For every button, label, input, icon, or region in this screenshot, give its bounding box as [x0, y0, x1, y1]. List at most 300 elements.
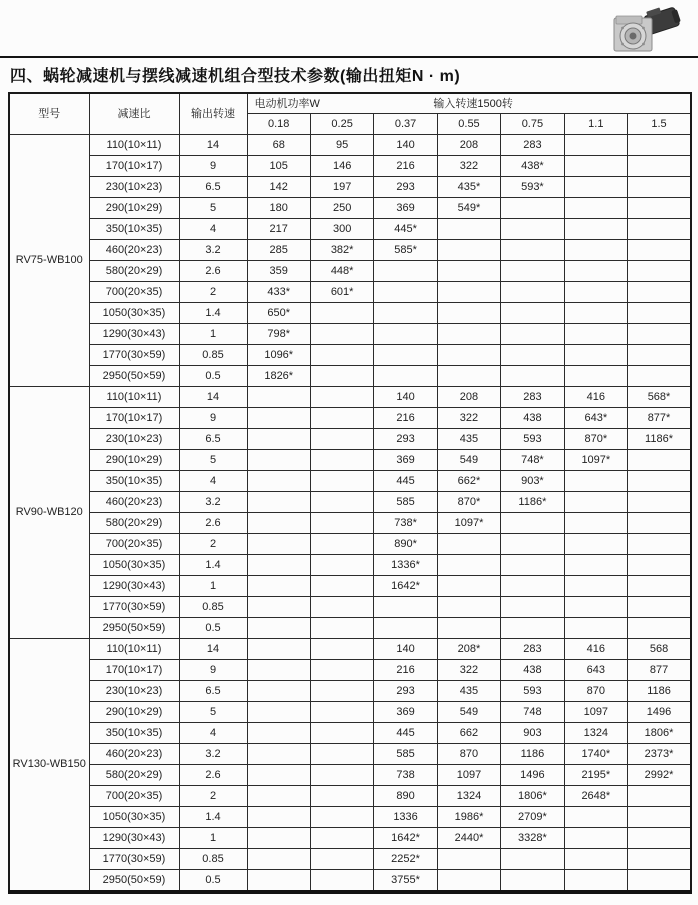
speed-cell: 5	[179, 701, 247, 722]
torque-value-cell: 2992*	[628, 764, 691, 785]
torque-value-cell	[564, 260, 627, 281]
ratio-cell: 460(20×23)	[89, 239, 179, 260]
table-row	[9, 323, 691, 344]
torque-value-cell: 1186*	[501, 491, 564, 512]
torque-value-cell	[247, 428, 310, 449]
table-row	[9, 491, 691, 512]
table-row	[9, 344, 691, 365]
torque-value-cell	[501, 848, 564, 869]
torque-value-cell: 3755*	[374, 869, 437, 892]
torque-value-cell: 105	[247, 155, 310, 176]
speed-cell: 0.5	[179, 365, 247, 386]
torque-value-cell	[501, 302, 564, 323]
ratio-cell: 460(20×23)	[89, 491, 179, 512]
speed-cell: 2.6	[179, 512, 247, 533]
ratio-cell: 170(10×17)	[89, 407, 179, 428]
power-col-header: 0.37	[374, 113, 437, 134]
parameters-table	[8, 92, 692, 894]
torque-value-cell: 435	[437, 680, 500, 701]
torque-value-cell	[310, 701, 373, 722]
power-col-header: 0.18	[247, 113, 310, 134]
torque-value-cell	[628, 302, 691, 323]
torque-value-cell: 2709*	[501, 806, 564, 827]
torque-value-cell	[247, 743, 310, 764]
torque-value-cell	[501, 239, 564, 260]
torque-value-cell	[310, 533, 373, 554]
table-row	[9, 155, 691, 176]
torque-value-cell	[628, 785, 691, 806]
ratio-cell: 350(10×35)	[89, 218, 179, 239]
torque-value-cell: 585	[374, 743, 437, 764]
speed-cell: 6.5	[179, 680, 247, 701]
torque-value-cell: 433*	[247, 281, 310, 302]
ratio-cell: 1050(30×35)	[89, 806, 179, 827]
torque-value-cell	[564, 323, 627, 344]
output-speed-header: 输出转速	[179, 93, 247, 134]
torque-value-cell	[628, 323, 691, 344]
torque-value-cell: 95	[310, 134, 373, 155]
header-row-1	[9, 93, 691, 113]
torque-value-cell: 1336	[374, 806, 437, 827]
torque-value-cell: 438	[501, 407, 564, 428]
torque-value-cell: 416	[564, 386, 627, 407]
torque-value-cell: 1336*	[374, 554, 437, 575]
torque-value-cell	[310, 449, 373, 470]
power-speed-header	[247, 93, 691, 113]
torque-value-cell: 2440*	[437, 827, 500, 848]
speed-cell: 0.5	[179, 617, 247, 638]
table-row	[9, 596, 691, 617]
table-row	[9, 827, 691, 848]
torque-value-cell	[628, 575, 691, 596]
torque-value-cell	[310, 827, 373, 848]
torque-value-cell	[247, 491, 310, 512]
torque-value-cell	[628, 554, 691, 575]
torque-value-cell: 1186	[501, 743, 564, 764]
torque-value-cell	[310, 491, 373, 512]
torque-value-cell: 146	[310, 155, 373, 176]
torque-value-cell	[247, 407, 310, 428]
speed-cell: 4	[179, 722, 247, 743]
torque-value-cell	[628, 806, 691, 827]
torque-value-cell	[310, 722, 373, 743]
torque-value-cell	[437, 302, 500, 323]
torque-value-cell	[247, 512, 310, 533]
torque-value-cell: 250	[310, 197, 373, 218]
speed-cell: 4	[179, 470, 247, 491]
torque-value-cell	[501, 869, 564, 892]
torque-value-cell: 369	[374, 197, 437, 218]
table-row	[9, 806, 691, 827]
torque-value-cell	[437, 344, 500, 365]
torque-value-cell	[628, 197, 691, 218]
torque-value-cell	[501, 617, 564, 638]
torque-value-cell	[564, 848, 627, 869]
torque-value-cell: 1826*	[247, 365, 310, 386]
speed-cell: 6.5	[179, 176, 247, 197]
torque-value-cell: 585	[374, 491, 437, 512]
power-col-header: 0.55	[437, 113, 500, 134]
torque-value-cell	[437, 218, 500, 239]
torque-value-cell: 568*	[628, 386, 691, 407]
torque-value-cell: 870	[437, 743, 500, 764]
torque-value-cell: 593	[501, 680, 564, 701]
torque-value-cell	[628, 155, 691, 176]
torque-value-cell	[437, 260, 500, 281]
torque-value-cell	[501, 512, 564, 533]
torque-value-cell: 68	[247, 134, 310, 155]
torque-value-cell	[310, 554, 373, 575]
ratio-cell: 230(10×23)	[89, 428, 179, 449]
speed-cell: 2.6	[179, 764, 247, 785]
speed-cell: 14	[179, 638, 247, 659]
torque-value-cell	[247, 386, 310, 407]
torque-value-cell	[628, 869, 691, 892]
torque-value-cell	[564, 344, 627, 365]
torque-value-cell: 748	[501, 701, 564, 722]
worm-gear-reducer-photo	[608, 2, 688, 54]
torque-value-cell: 216	[374, 407, 437, 428]
torque-value-cell: 285	[247, 239, 310, 260]
ratio-cell: 290(10×29)	[89, 197, 179, 218]
torque-value-cell: 593	[501, 428, 564, 449]
speed-cell: 5	[179, 197, 247, 218]
torque-value-cell	[310, 302, 373, 323]
torque-value-cell	[628, 470, 691, 491]
torque-value-cell: 438*	[501, 155, 564, 176]
ratio-cell: 2950(50×59)	[89, 617, 179, 638]
torque-value-cell: 448*	[310, 260, 373, 281]
torque-value-cell	[628, 218, 691, 239]
torque-value-cell	[501, 533, 564, 554]
torque-value-cell	[310, 680, 373, 701]
table-row	[9, 533, 691, 554]
table-row	[9, 701, 691, 722]
torque-value-cell: 650*	[247, 302, 310, 323]
torque-value-cell	[437, 281, 500, 302]
table-row	[9, 197, 691, 218]
torque-value-cell: 283	[501, 638, 564, 659]
torque-value-cell	[247, 848, 310, 869]
torque-value-cell	[564, 617, 627, 638]
top-divider-line	[0, 56, 698, 58]
torque-value-cell: 870*	[437, 491, 500, 512]
torque-value-cell: 890*	[374, 533, 437, 554]
torque-value-cell	[374, 365, 437, 386]
model-cell: RV130-WB150	[9, 638, 89, 892]
torque-value-cell: 445	[374, 470, 437, 491]
torque-value-cell	[628, 827, 691, 848]
torque-value-cell	[564, 827, 627, 848]
torque-value-cell	[310, 386, 373, 407]
ratio-cell: 1050(30×35)	[89, 302, 179, 323]
power-col-header: 0.75	[501, 113, 564, 134]
speed-cell: 14	[179, 386, 247, 407]
torque-value-cell	[628, 617, 691, 638]
torque-value-cell: 322	[437, 407, 500, 428]
torque-value-cell: 1740*	[564, 743, 627, 764]
torque-value-cell	[310, 365, 373, 386]
table-row	[9, 617, 691, 638]
ratio-cell: 460(20×23)	[89, 743, 179, 764]
torque-value-cell	[247, 554, 310, 575]
table-row	[9, 260, 691, 281]
torque-value-cell: 643*	[564, 407, 627, 428]
torque-value-cell	[501, 596, 564, 617]
torque-value-cell	[310, 428, 373, 449]
ratio-cell: 700(20×35)	[89, 533, 179, 554]
torque-value-cell: 283	[501, 134, 564, 155]
torque-value-cell	[437, 554, 500, 575]
ratio-cell: 1290(30×43)	[89, 575, 179, 596]
ratio-cell: 350(10×35)	[89, 722, 179, 743]
torque-value-cell	[501, 218, 564, 239]
torque-value-cell	[247, 869, 310, 892]
table-row	[9, 218, 691, 239]
torque-value-cell	[628, 512, 691, 533]
torque-value-cell	[437, 323, 500, 344]
torque-value-cell	[501, 260, 564, 281]
table-row	[9, 365, 691, 386]
ratio-cell: 1290(30×43)	[89, 323, 179, 344]
torque-value-cell: 1324	[437, 785, 500, 806]
torque-value-cell: 438	[501, 659, 564, 680]
ratio-cell: 1290(30×43)	[89, 827, 179, 848]
ratio-cell: 1770(30×59)	[89, 848, 179, 869]
torque-value-cell: 2648*	[564, 785, 627, 806]
torque-value-cell	[628, 344, 691, 365]
torque-value-cell	[310, 659, 373, 680]
torque-value-cell: 293	[374, 680, 437, 701]
torque-value-cell: 662	[437, 722, 500, 743]
power-col-header: 1.1	[564, 113, 627, 134]
ratio-cell: 2950(50×59)	[89, 869, 179, 892]
ratio-cell: 580(20×29)	[89, 260, 179, 281]
speed-cell: 0.5	[179, 869, 247, 892]
table-row	[9, 449, 691, 470]
torque-value-cell: 208	[437, 134, 500, 155]
torque-value-cell	[247, 806, 310, 827]
torque-value-cell	[247, 722, 310, 743]
torque-value-cell	[247, 785, 310, 806]
torque-value-cell: 1097*	[564, 449, 627, 470]
model-header: 型号	[9, 93, 89, 134]
torque-value-cell	[437, 239, 500, 260]
torque-value-cell: 1496	[501, 764, 564, 785]
torque-value-cell: 549	[437, 449, 500, 470]
torque-value-cell	[564, 533, 627, 554]
torque-value-cell: 140	[374, 386, 437, 407]
torque-value-cell	[247, 827, 310, 848]
torque-value-cell	[564, 239, 627, 260]
ratio-cell: 110(10×11)	[89, 134, 179, 155]
torque-value-cell	[564, 512, 627, 533]
speed-cell: 1.4	[179, 554, 247, 575]
table-row	[9, 722, 691, 743]
torque-value-cell: 140	[374, 638, 437, 659]
torque-value-cell: 870	[564, 680, 627, 701]
torque-value-cell: 1642*	[374, 827, 437, 848]
torque-value-cell	[564, 176, 627, 197]
table-row	[9, 386, 691, 407]
torque-value-cell: 1186*	[628, 428, 691, 449]
torque-value-cell	[247, 638, 310, 659]
torque-value-cell	[437, 617, 500, 638]
speed-cell: 1	[179, 323, 247, 344]
torque-value-cell	[374, 596, 437, 617]
ratio-cell: 110(10×11)	[89, 638, 179, 659]
torque-value-cell	[628, 260, 691, 281]
table-row	[9, 848, 691, 869]
input-speed-label: 输入转速1500转	[433, 98, 513, 110]
torque-value-cell	[564, 155, 627, 176]
speed-cell: 0.85	[179, 848, 247, 869]
ratio-cell: 1050(30×35)	[89, 554, 179, 575]
torque-value-cell	[501, 554, 564, 575]
torque-value-cell	[628, 596, 691, 617]
torque-value-cell: 369	[374, 449, 437, 470]
ratio-cell: 580(20×29)	[89, 764, 179, 785]
torque-value-cell	[437, 365, 500, 386]
torque-value-cell: 738*	[374, 512, 437, 533]
speed-cell: 14	[179, 134, 247, 155]
torque-value-cell	[310, 407, 373, 428]
torque-value-cell	[374, 344, 437, 365]
table-row	[9, 659, 691, 680]
torque-value-cell: 585*	[374, 239, 437, 260]
torque-value-cell: 180	[247, 197, 310, 218]
torque-value-cell: 549*	[437, 197, 500, 218]
torque-value-cell: 2195*	[564, 764, 627, 785]
torque-value-cell	[310, 512, 373, 533]
power-col-header: 1.5	[628, 113, 691, 134]
table-row	[9, 470, 691, 491]
torque-value-cell	[564, 470, 627, 491]
torque-value-cell	[310, 344, 373, 365]
table-row	[9, 638, 691, 659]
torque-value-cell	[437, 533, 500, 554]
torque-value-cell	[437, 848, 500, 869]
torque-value-cell	[564, 575, 627, 596]
torque-value-cell: 903	[501, 722, 564, 743]
torque-value-cell	[564, 365, 627, 386]
torque-value-cell	[564, 596, 627, 617]
torque-value-cell	[247, 617, 310, 638]
torque-value-cell	[564, 302, 627, 323]
table-row	[9, 869, 691, 892]
speed-cell: 6.5	[179, 428, 247, 449]
torque-value-cell	[247, 470, 310, 491]
table-row	[9, 134, 691, 155]
torque-value-cell	[247, 764, 310, 785]
torque-value-cell: 293	[374, 428, 437, 449]
torque-value-cell	[501, 197, 564, 218]
ratio-cell: 700(20×35)	[89, 281, 179, 302]
torque-value-cell: 322	[437, 659, 500, 680]
torque-value-cell: 216	[374, 155, 437, 176]
ratio-cell: 110(10×11)	[89, 386, 179, 407]
table-row	[9, 428, 691, 449]
speed-cell: 9	[179, 407, 247, 428]
torque-value-cell: 738	[374, 764, 437, 785]
speed-cell: 2	[179, 785, 247, 806]
torque-value-cell: 445*	[374, 218, 437, 239]
speed-cell: 3.2	[179, 743, 247, 764]
table-row	[9, 512, 691, 533]
table-row	[9, 554, 691, 575]
torque-value-cell	[628, 848, 691, 869]
torque-value-cell	[310, 470, 373, 491]
ratio-cell: 580(20×29)	[89, 512, 179, 533]
torque-value-cell	[247, 575, 310, 596]
speed-cell: 2	[179, 533, 247, 554]
torque-value-cell: 435	[437, 428, 500, 449]
torque-value-cell	[310, 764, 373, 785]
torque-value-cell	[564, 869, 627, 892]
torque-value-cell: 877	[628, 659, 691, 680]
table-row	[9, 575, 691, 596]
torque-value-cell	[374, 281, 437, 302]
torque-value-cell: 142	[247, 176, 310, 197]
torque-value-cell	[501, 365, 564, 386]
ratio-cell: 700(20×35)	[89, 785, 179, 806]
model-cell: RV90-WB120	[9, 386, 89, 638]
ratio-cell: 170(10×17)	[89, 659, 179, 680]
torque-value-cell: 1806*	[501, 785, 564, 806]
torque-value-cell: 877*	[628, 407, 691, 428]
torque-value-cell: 216	[374, 659, 437, 680]
ratio-header: 减速比	[89, 93, 179, 134]
torque-value-cell: 748*	[501, 449, 564, 470]
speed-cell: 9	[179, 659, 247, 680]
torque-value-cell: 3328*	[501, 827, 564, 848]
torque-value-cell	[310, 743, 373, 764]
torque-value-cell: 1324	[564, 722, 627, 743]
page-title: 四、蜗轮减速机与摆线减速机组合型技术参数(输出扭矩N · m)	[10, 68, 461, 85]
torque-value-cell: 1097	[564, 701, 627, 722]
speed-cell: 1	[179, 575, 247, 596]
table-row	[9, 407, 691, 428]
torque-value-cell	[310, 617, 373, 638]
torque-value-cell: 903*	[501, 470, 564, 491]
torque-value-cell	[310, 869, 373, 892]
torque-value-cell	[564, 491, 627, 512]
torque-value-cell: 593*	[501, 176, 564, 197]
torque-value-cell	[564, 197, 627, 218]
torque-value-cell	[501, 575, 564, 596]
ratio-cell: 170(10×17)	[89, 155, 179, 176]
torque-value-cell	[374, 617, 437, 638]
table-row	[9, 785, 691, 806]
torque-value-cell	[628, 533, 691, 554]
torque-value-cell: 208	[437, 386, 500, 407]
torque-value-cell: 643	[564, 659, 627, 680]
torque-value-cell: 601*	[310, 281, 373, 302]
torque-value-cell	[564, 281, 627, 302]
torque-value-cell	[564, 806, 627, 827]
torque-value-cell: 2252*	[374, 848, 437, 869]
torque-value-cell	[628, 239, 691, 260]
torque-value-cell	[247, 701, 310, 722]
speed-cell: 1.4	[179, 806, 247, 827]
torque-value-cell: 568	[628, 638, 691, 659]
speed-cell: 2	[179, 281, 247, 302]
table-row	[9, 764, 691, 785]
table-row	[9, 176, 691, 197]
torque-value-cell	[310, 638, 373, 659]
torque-value-cell	[310, 785, 373, 806]
torque-value-cell	[564, 134, 627, 155]
